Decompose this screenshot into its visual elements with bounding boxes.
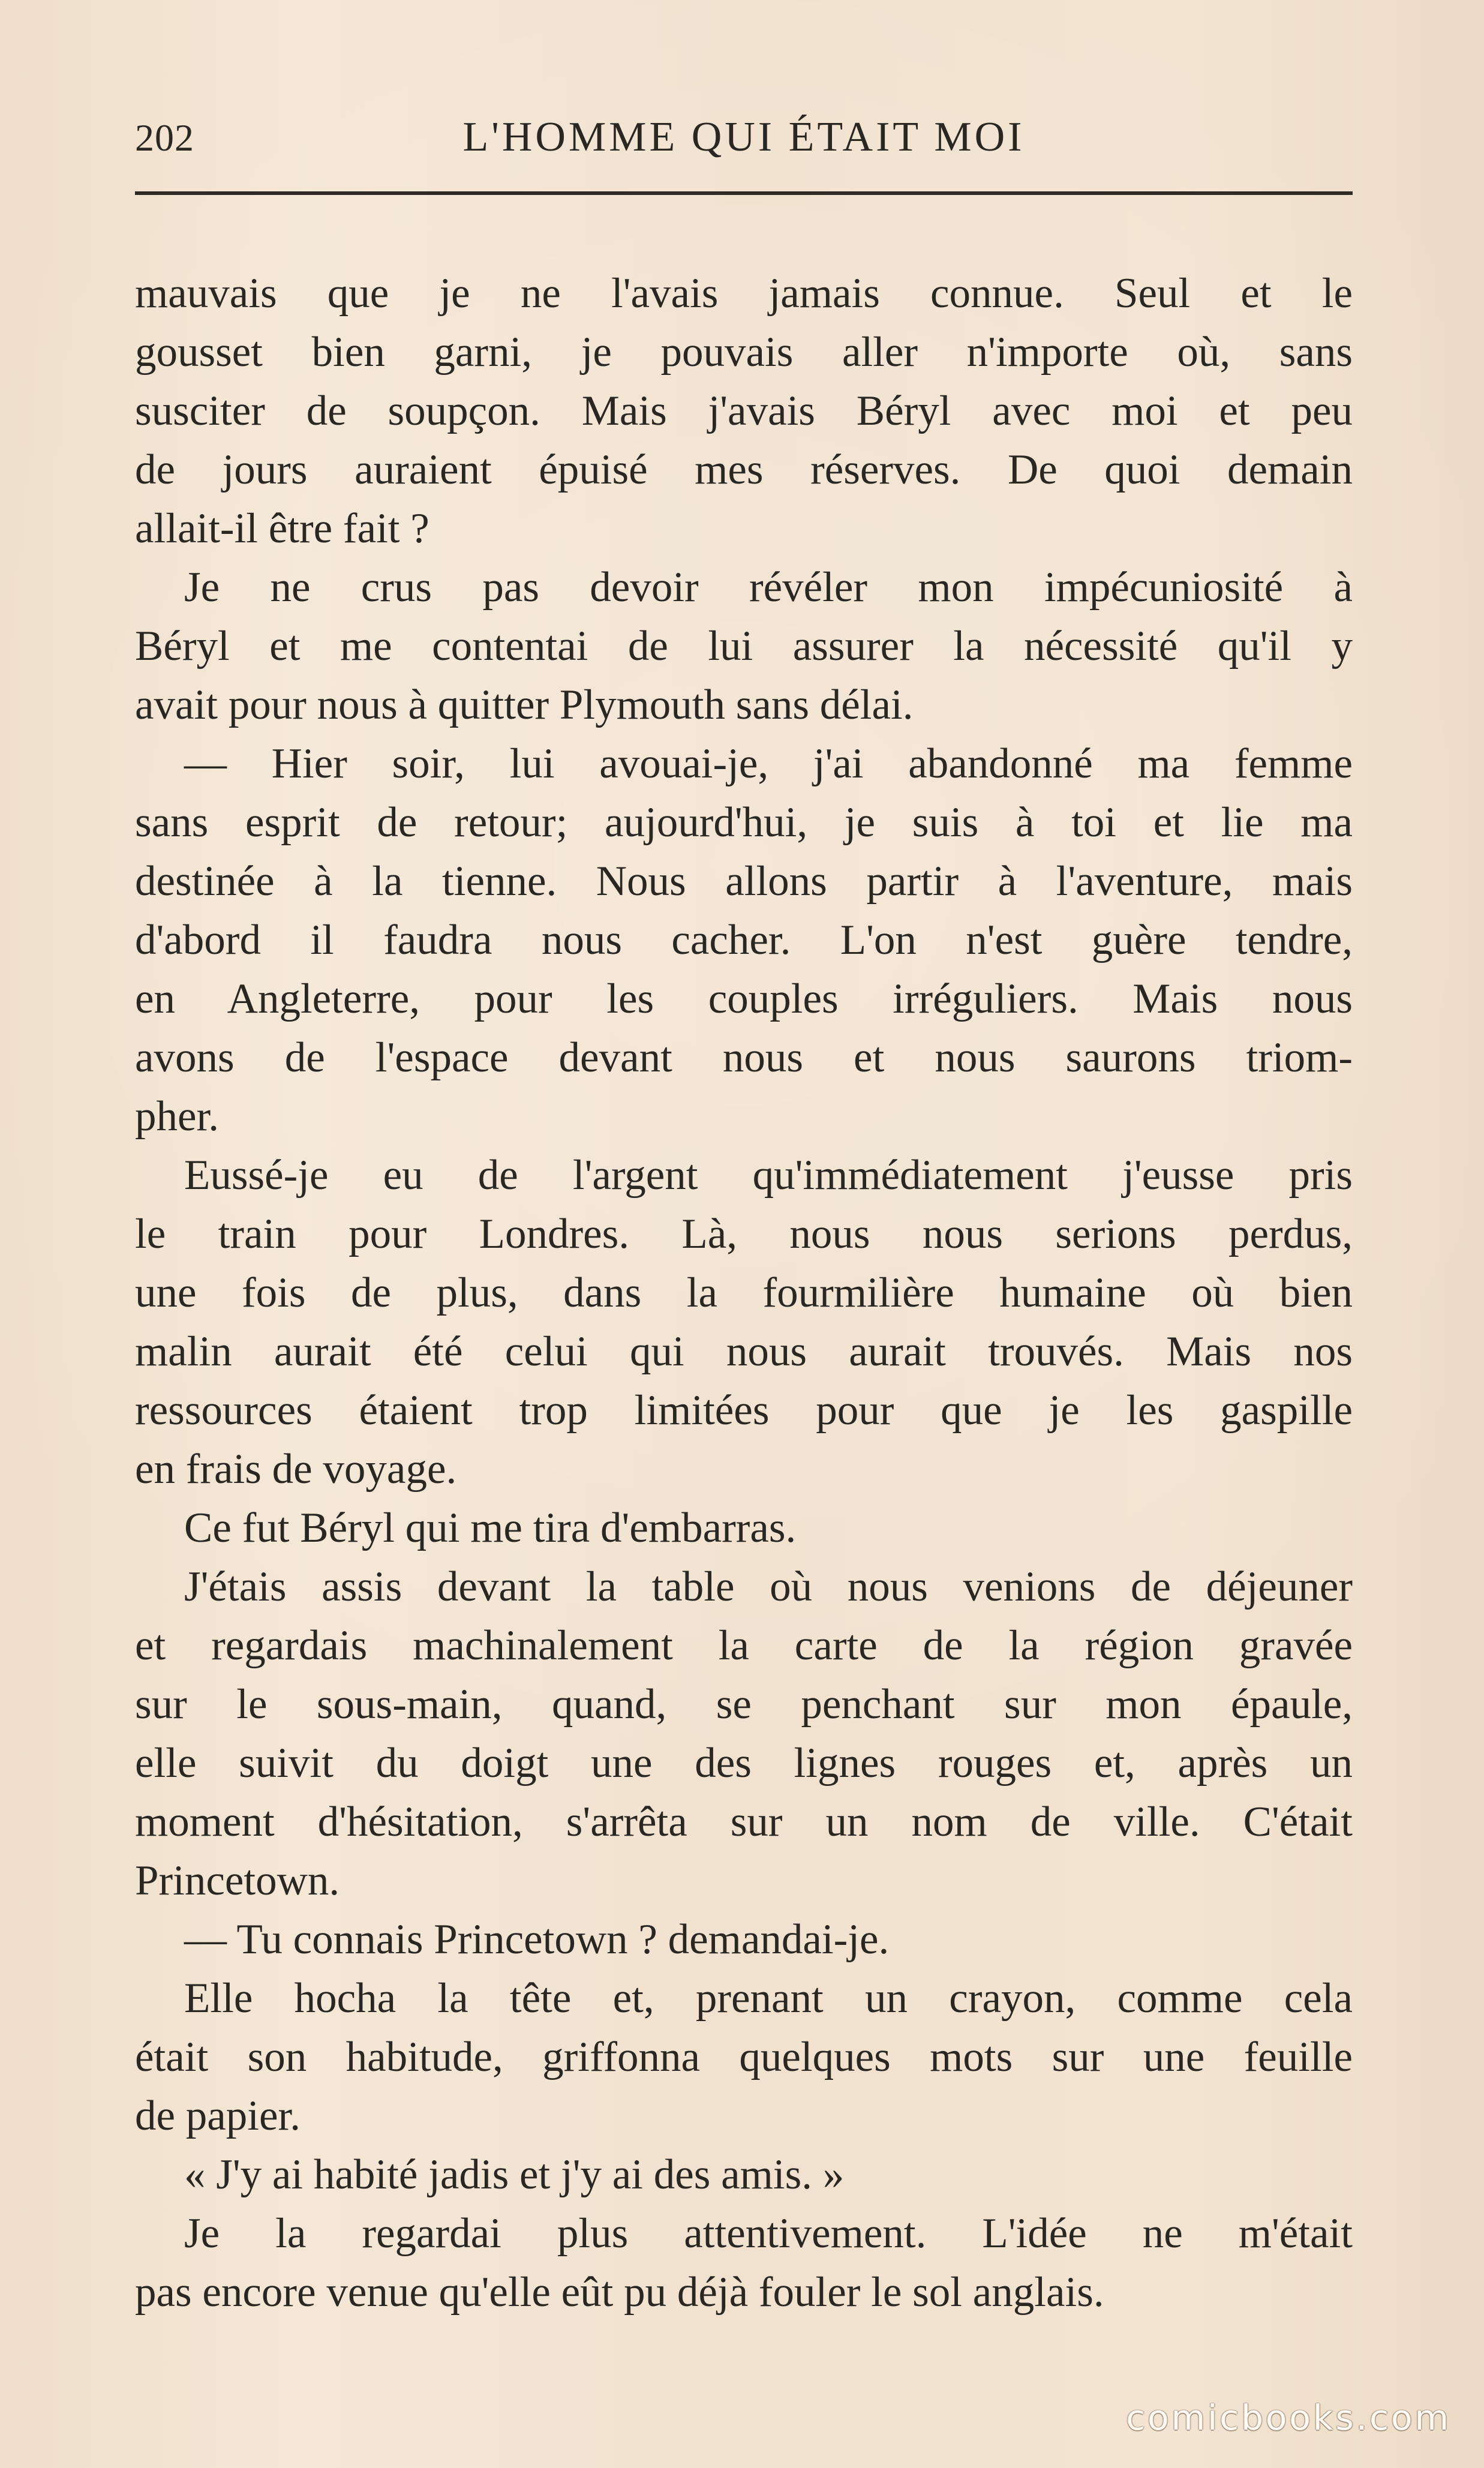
text-line: malin aurait été celui qui nous aurait trouvés. Mais nos bbox=[135, 1328, 1353, 1375]
text-line: Je la regardai plus attentivement. L'idée ne m'était bbox=[184, 2210, 1353, 2257]
text-line: Princetown. bbox=[135, 1857, 340, 1904]
text-line: Je ne crus pas devoir révéler mon impécuniosité à bbox=[184, 564, 1353, 611]
text-line: ressources étaient trop limitées pour que je les gaspille bbox=[135, 1387, 1353, 1434]
text-line: mauvais que je ne l'avais jamais connue. Seul et le bbox=[135, 270, 1353, 317]
header-rule bbox=[135, 191, 1353, 195]
text-line: allait-il être fait ? bbox=[135, 505, 429, 552]
text-line: avait pour nous à quitter Plymouth sans délai. bbox=[135, 681, 914, 728]
text-line: Elle hocha la tête et, prenant un crayon, comme cela bbox=[184, 1975, 1353, 2022]
text-line: destinée à la tienne. Nous allons partir à l'aventure, mais bbox=[135, 858, 1353, 905]
watermark: comicbooks.com bbox=[1126, 2397, 1451, 2438]
text-line: une fois de plus, dans la fourmilière humaine où bien bbox=[135, 1269, 1353, 1316]
text-line: d'abord il faudra nous cacher. L'on n'est guère tendre, bbox=[135, 917, 1353, 963]
text-line: « J'y ai habité jadis et j'y ai des amis. » bbox=[184, 2151, 845, 2198]
text-line: était son habitude, griffonna quelques mots sur une feuille bbox=[135, 2034, 1353, 2080]
text-line: Béryl et me contentai de lui assurer la nécessité qu'il y bbox=[135, 623, 1353, 669]
text-line: en Angleterre, pour les couples irréguliers. Mais nous bbox=[135, 975, 1353, 1022]
text-line: gousset bien garni, je pouvais aller n'importe où, sans bbox=[135, 329, 1353, 376]
text-line: de jours auraient épuisé mes réserves. De quoi demain bbox=[135, 446, 1353, 493]
text-line: susciter de soupçon. Mais j'avais Béryl avec moi et peu bbox=[135, 388, 1353, 434]
text-line: — Hier soir, lui avouai-je, j'ai abandonné ma femme bbox=[184, 740, 1353, 787]
page-header bbox=[135, 105, 1353, 171]
text-line: et regardais machinalement la carte de la région gravée bbox=[135, 1622, 1353, 1669]
text-line: sur le sous-main, quand, se penchant sur mon épaule, bbox=[135, 1681, 1353, 1728]
text-line: moment d'hésitation, s'arrêta sur un nom de ville. C'était bbox=[135, 1799, 1353, 1845]
text-line: Ce fut Béryl qui me tira d'embarras. bbox=[184, 1505, 797, 1551]
running-title: L'HOMME QUI ÉTAIT MOI bbox=[462, 114, 1025, 160]
text-line: elle suivit du doigt une des lignes rouges et, après un bbox=[135, 1740, 1353, 1787]
text-line: Eussé-je eu de l'argent qu'immédiatement j'eusse pris bbox=[184, 1152, 1353, 1199]
text-line: J'étais assis devant la table où nous venions de déjeuner bbox=[184, 1563, 1353, 1610]
text-line: en frais de voyage. bbox=[135, 1446, 457, 1493]
text-line: pas encore venue qu'elle eût pu déjà fouler le sol anglais. bbox=[135, 2269, 1104, 2316]
body-text bbox=[135, 264, 1353, 2322]
text-line: de papier. bbox=[135, 2092, 301, 2139]
text-line: sans esprit de retour; aujourd'hui, je suis à toi et lie ma bbox=[135, 799, 1353, 846]
text-line: le train pour Londres. Là, nous nous serions perdus, bbox=[135, 1211, 1353, 1257]
page-number: 202 bbox=[135, 116, 194, 159]
text-line: — Tu connais Princetown ? demandai-je. bbox=[184, 1916, 890, 1963]
text-line: pher. bbox=[135, 1093, 219, 1140]
text-line: avons de l'espace devant nous et nous saurons triom- bbox=[135, 1034, 1353, 1081]
